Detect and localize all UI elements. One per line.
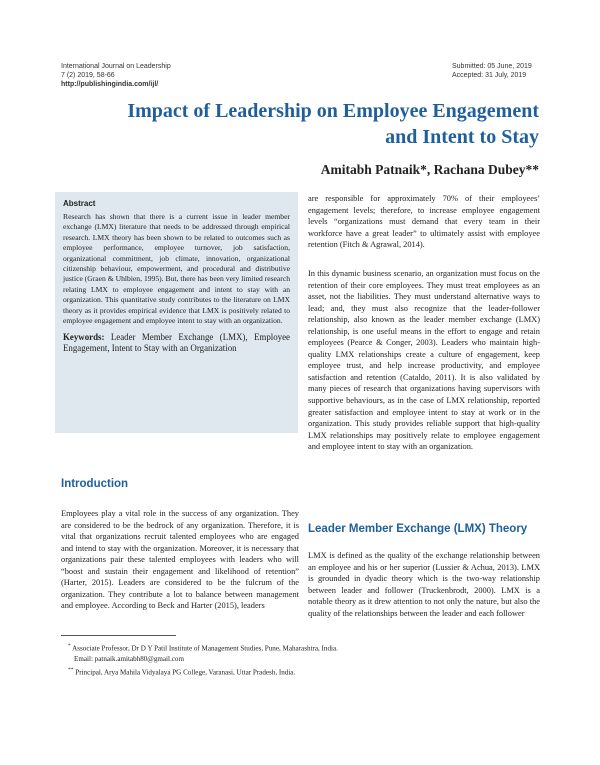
journal-url-link[interactable]: http://publishingindia.com/ijl/ (61, 81, 159, 88)
keywords-list: Leader Member Exchange (LMX), Employee Engagement, Intent to Stay with an Organization (63, 332, 290, 354)
footnotes (68, 641, 538, 678)
footnote-mark-1: * (68, 643, 71, 649)
keywords-label: Keywords: (63, 332, 105, 343)
paper-title (69, 98, 539, 150)
footnote-mark-2: ** (68, 666, 74, 673)
title-line-1: Impact of Leadership on Employee Engagement (127, 100, 539, 122)
submitted-date: Submitted: 05 June, 2019 (452, 63, 532, 70)
author-list: Amitabh Patnaik*, Rachana Dubey** (320, 162, 539, 177)
submission-dates (452, 62, 532, 80)
journal-volume: 7 (2) 2019, 58-66 (61, 72, 115, 79)
footnote-2 (68, 665, 538, 678)
journal-header (61, 62, 171, 89)
footnote-divider (61, 635, 176, 636)
footnote-2-text: Principal, Arya Mahila Vidyalaya PG College, Varanasi, Uttar Pradesh, India. (75, 668, 296, 677)
journal-name: International Journal on Leadership (61, 63, 171, 70)
footnote-email[interactable]: Email: patnaik.amitabh80@gmail.com (74, 655, 184, 664)
lmx-theory-heading: Leader Member Exchange (LMX) Theory (308, 523, 528, 535)
abstract-heading: Abstract (63, 199, 96, 208)
abstract-box (55, 192, 298, 433)
footnote-1-text: Associate Professor, Dr D Y Patil Institute of Management Studies, Pune, Maharashtra, India. (72, 644, 338, 653)
introduction-paragraph: Employees play a vital role in the success of any organization. They are considered to be the bedrock of any organization. Therefore, it is vital that organizations recruit talented employees who are engaged and intend to stay with the organization. Moreover, it is necessary that organizations pair these talented employees with leaders who will “boost and sustain their engagement and likelihood of retention” (Harter, 2015). Leaders are considered to be the fulcrum of the organization. They contribute a lot to balance between management and employee. According to Beck and Harter (2015), leaders (61, 509, 299, 611)
footnote-1 (68, 641, 538, 654)
accepted-date: Accepted: 31 July, 2019 (452, 72, 527, 79)
title-line-2: and Intent to Stay (385, 126, 539, 148)
abstract-text: Research has shown that there is a current issue in leader member exchange (LMX) literature that needs to be addressed through empirical research. LMX theory has been shown to be related to outcomes such as employee performance, employee turnover, job satisfaction, organizational commitment, job climate, innovation, organizational citizenship behaviour, empowerment, and procedural and distributive justice (Graen & Uhlbien, 1995). But, there has been very limited research relating LMX to employee engagement and intent to stay with an organization. This quantitative study contributes to the literature on LMX theory as it provides empirical evidence that LMX is positively related to employee engagement and employee intent to stay with an organization. (63, 212, 290, 326)
body-paragraph-1: are responsible for approximately 70% of their employees’ engagement levels; therefore, to increase employee engagement levels “organizations must demand that every team in their workforce have a great leader” to ultimately assist with employee retention (Fitch & Agrawal, 2014). (308, 194, 540, 250)
lmx-theory-paragraph: LMX is defined as the quality of the exchange relationship between an employee and his or her superior (Lussier & Achua, 2013). LMX is grounded in dyadic theory which is the two-way relationship between leader and follower (Truckenbrodt, 2000). LMX is a notable theory as it drew attention to not only the nature, but also the quality of the relationships between the leader and each follower (308, 551, 540, 618)
body-paragraph-2: In this dynamic business scenario, an organization must focus on the retention of their core employees. They must treat employees as an asset, not the liabilities. They must understand alternative ways to lead; and, they must also recognize that the leader-follower relationship, also known as the leader member exchange (LMX) relationship, is one useful means in the effort to engage and retain employees (Pearce & Conger, 2003). Leaders who maintain high-quality LMX relationships create a culture of engagement, keep employee trust, and help increase productivity, and employee satisfaction and retention (Cataldo, 2011). It is also validated by many pieces of research that organizations having supervisors with supportive behaviours, as in the case of LMX relationship, reported greater satisfaction and employee intent to stay at work or in the organization. This study provides reliable support that high-quality LMX relationships may positively relate to employee engagement and employee intent to stay with an organization. (308, 269, 540, 452)
introduction-heading: Introduction (61, 478, 129, 490)
keywords (63, 332, 290, 354)
